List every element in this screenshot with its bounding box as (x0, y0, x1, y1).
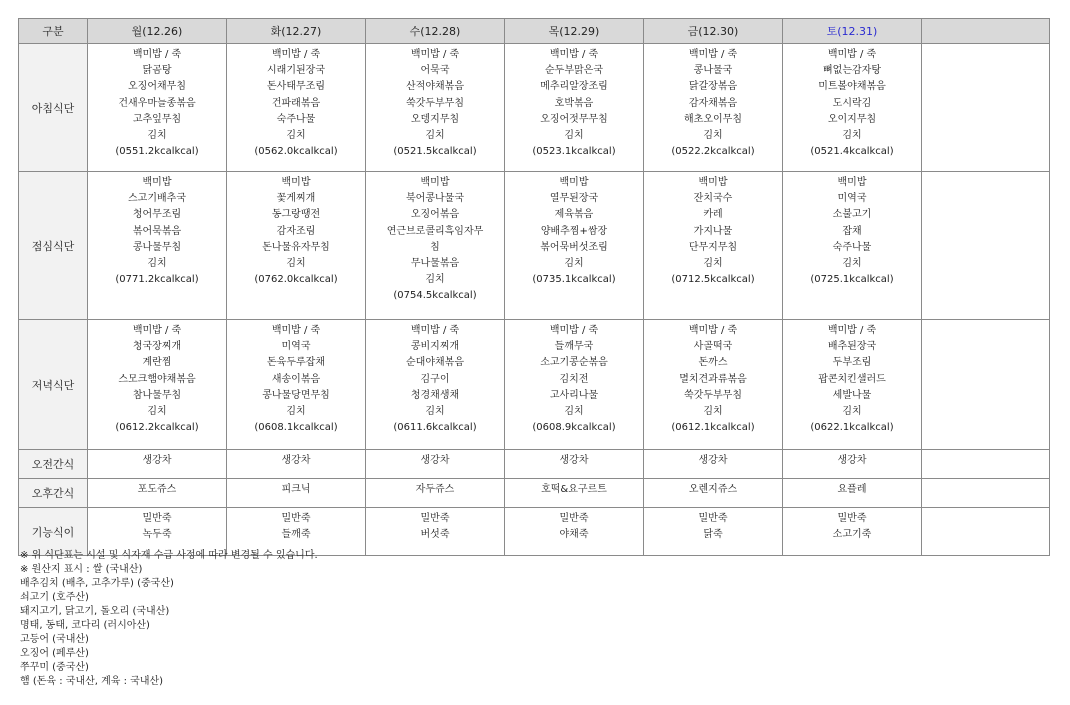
menu-item: 포도쥬스 (137, 484, 177, 495)
morning-snack-row (19, 450, 1050, 479)
menu-item: 밀반죽 (281, 513, 311, 524)
menu-cell-mon (88, 450, 227, 479)
category-header: 구분 (19, 19, 88, 44)
menu-cell-wed (366, 450, 505, 479)
day-header-wed: 수(12.28) (366, 19, 505, 44)
menu-item: 미트볼야채볶음 (818, 81, 886, 93)
menu-cell-fri (644, 508, 783, 556)
menu-item: 미역국 (837, 193, 867, 205)
menu-item: 백미밥 / 죽 (688, 325, 738, 336)
menu-item: 백미밥 / 죽 (549, 325, 599, 336)
menu-item: 양배추찜+쌈장 (540, 225, 608, 237)
note-line: 쇠고기 (호주산) (20, 592, 89, 603)
blank-cell (922, 320, 1050, 450)
menu-cell-tue (227, 44, 366, 172)
menu-cell-sat (783, 44, 922, 172)
menu-item: 팝콘치킨샐러드 (818, 373, 886, 385)
menu-item: 볶어묵볶음 (132, 225, 182, 237)
menu-item: 도시락김 (832, 97, 872, 109)
menu-item: 콩비지찌개 (410, 341, 460, 353)
menu-item: 소불고기 (832, 209, 872, 221)
menu-item: 돈육두루잡채 (267, 357, 325, 369)
menu-item: 피크닉 (281, 484, 311, 495)
menu-item: (0521.4kcalkcal) (810, 146, 894, 158)
menu-item: 김치 (564, 258, 584, 270)
day-header-thu: 목(12.29) (505, 19, 644, 44)
menu-item: 김치 (425, 406, 445, 418)
menu-cell-thu (505, 508, 644, 556)
menu-cell-thu (505, 172, 644, 320)
menu-item: 김치 (703, 406, 723, 418)
menu-item: (0608.9kcalkcal) (532, 422, 616, 434)
day-header-fri: 금(12.30) (644, 19, 783, 44)
menu-item: 김치 (564, 130, 584, 142)
notes-section (20, 549, 318, 689)
menu-item: 김치 (703, 258, 723, 270)
menu-cell-thu (505, 44, 644, 172)
menu-cell-tue (227, 172, 366, 320)
note-line: 햄 (돈육 : 국내산, 계육 : 국내산) (20, 676, 164, 687)
menu-item: 닭갈장볶음 (688, 81, 738, 93)
menu-item: 오징어채무침 (128, 81, 186, 93)
menu-item: 스고기배추국 (128, 193, 186, 205)
note-line: 고등어 (국내산) (20, 634, 89, 645)
menu-item: 밀반죽 (559, 513, 589, 524)
menu-item: 열무된장국 (549, 193, 599, 205)
menu-item: 김치 (564, 406, 584, 418)
menu-cell-tue (227, 450, 366, 479)
note-line: ※ 위 식단표는 시설 및 식자재 수급 사정에 따라 변경될 수 있습니다. (20, 550, 318, 561)
menu-item: 밀반죽 (837, 513, 867, 524)
menu-item: 김치 (842, 258, 862, 270)
menu-cell-thu (505, 479, 644, 508)
menu-item: 오뎅지무침 (410, 113, 460, 125)
menu-item: 들깨무국 (554, 341, 594, 353)
menu-item: 배추된장국 (827, 341, 877, 353)
menu-item: 오렌지쥬스 (688, 484, 738, 495)
menu-item: 연근브로콜리흑임자무 (386, 225, 484, 237)
menu-body (19, 44, 1050, 556)
menu-item: 녹두죽 (142, 529, 172, 541)
menu-item: 김치 (703, 130, 723, 142)
menu-cell-sat (783, 450, 922, 479)
menu-cell-fri (644, 479, 783, 508)
menu-item: 콩나물국 (693, 65, 733, 77)
menu-item: 김치 (425, 274, 445, 286)
menu-item: 백미밥 / 죽 (410, 325, 460, 336)
menu-cell-fri (644, 172, 783, 320)
menu-item: 오이지무침 (827, 113, 877, 125)
menu-cell-fri (644, 450, 783, 479)
menu-item: 오징어볶음 (410, 209, 460, 221)
menu-item: 백미밥 / 죽 (132, 49, 182, 60)
menu-item: 요플레 (837, 484, 867, 495)
menu-cell-sat (783, 479, 922, 508)
menu-item: 해초오이무침 (684, 113, 742, 125)
menu-item: 북어콩나물국 (406, 193, 464, 205)
menu-item: 침 (430, 241, 440, 253)
menu-item: 호박볶음 (554, 97, 594, 109)
menu-item: 백미밥 (142, 177, 172, 188)
row-label: 오전간식 (19, 450, 88, 479)
menu-item: 사골떡국 (693, 341, 733, 353)
menu-cell-fri (644, 44, 783, 172)
menu-item: 밀반죽 (698, 513, 728, 524)
menu-item: 백미밥 / 죽 (688, 49, 738, 60)
menu-item: 백미밥 (420, 177, 450, 188)
menu-item: 청경채생채 (410, 389, 460, 401)
note-line: 배추김치 (배추, 고추가루) (중국산) (20, 578, 174, 589)
menu-item: 김구이 (420, 373, 450, 385)
menu-item: 어묵국 (420, 65, 450, 77)
menu-item: 닭곰탕 (142, 65, 172, 77)
menu-item: 숙주나물 (832, 241, 872, 253)
menu-item: 김치 (147, 258, 167, 270)
menu-item: 백미밥 / 죽 (271, 49, 321, 60)
menu-item: (0612.1kcalkcal) (671, 422, 755, 434)
menu-item: 김치 (286, 258, 306, 270)
menu-item: 생강차 (142, 455, 172, 466)
menu-item: 단무지무침 (688, 241, 738, 253)
menu-cell-wed (366, 320, 505, 450)
day-header-mon: 월(12.26) (88, 19, 227, 44)
menu-item: 쑥갓두부무침 (684, 389, 742, 401)
menu-item: 밀반죽 (420, 513, 450, 524)
menu-item: 생강차 (281, 455, 311, 466)
menu-item: 콩나물당면무침 (262, 389, 330, 401)
lunch-row (19, 172, 1050, 320)
menu-item: 건파래볶음 (271, 97, 321, 109)
menu-item: (0608.1kcalkcal) (254, 422, 338, 434)
menu-item: 생강차 (698, 455, 728, 466)
menu-item: 호떡&요구르트 (541, 484, 607, 495)
menu-item: 밀반죽 (142, 513, 172, 524)
menu-item: (0735.1kcalkcal) (532, 274, 616, 286)
menu-item: 김치 (425, 130, 445, 142)
menu-item: 백미밥 / 죽 (271, 325, 321, 336)
menu-item: 백미밥 / 죽 (410, 49, 460, 60)
menu-cell-mon (88, 479, 227, 508)
menu-item: 청어무조림 (132, 209, 182, 221)
menu-item: 세발나물 (832, 389, 872, 401)
menu-cell-wed (366, 508, 505, 556)
menu-item: 김치 (842, 406, 862, 418)
day-header-tue: 화(12.27) (227, 19, 366, 44)
menu-item: 소고기콩순볶음 (540, 357, 608, 369)
menu-item: 청국장찌개 (132, 341, 182, 353)
menu-item: 소고기죽 (832, 529, 872, 541)
note-line: ※ 원산지 표시 : 쌀 (국내산) (20, 564, 143, 575)
menu-item: 생강차 (837, 455, 867, 466)
menu-item: 닭죽 (703, 529, 723, 541)
menu-item: 가지나물 (693, 225, 733, 237)
menu-item: 백미밥 (837, 177, 867, 188)
weekly-menu-table (18, 18, 1050, 556)
menu-item: 고추잎무침 (132, 113, 182, 125)
note-line: 돼지고기, 닭고기, 돌오리 (국내산) (20, 606, 170, 617)
menu-cell-sat (783, 508, 922, 556)
menu-cell-wed (366, 172, 505, 320)
menu-item: 버섯죽 (420, 529, 450, 541)
menu-item: 미역국 (281, 341, 311, 353)
afternoon-snack-row (19, 479, 1050, 508)
menu-item: 김치 (286, 130, 306, 142)
row-label: 오후간식 (19, 479, 88, 508)
menu-cell-tue (227, 320, 366, 450)
row-label: 기능식이 (19, 508, 88, 556)
menu-item: 김치전 (559, 373, 589, 385)
dinner-row (19, 320, 1050, 450)
note-line: 명태, 동태, 코다리 (러시아산) (20, 620, 150, 631)
menu-item: 감자조림 (276, 225, 316, 237)
menu-item: 백미밥 (559, 177, 589, 188)
menu-item: (0754.5kcalkcal) (393, 290, 477, 302)
row-label: 저녁식단 (19, 320, 88, 450)
menu-cell-tue (227, 479, 366, 508)
menu-item: 두부조림 (832, 357, 872, 369)
blank-cell (922, 479, 1050, 508)
row-label: 점심식단 (19, 172, 88, 320)
menu-item: 오징어젓무무침 (540, 113, 608, 125)
menu-item: 백미밥 / 죽 (827, 49, 877, 60)
menu-cell-wed (366, 479, 505, 508)
menu-item: 뼈없는감자탕 (823, 65, 881, 77)
note-line: 쭈꾸미 (중국산) (20, 662, 89, 673)
menu-cell-fri (644, 320, 783, 450)
menu-item: (0611.6kcalkcal) (393, 422, 477, 434)
menu-item: (0725.1kcalkcal) (810, 274, 894, 286)
blank-header (922, 19, 1050, 44)
menu-item: 김치 (286, 406, 306, 418)
header-row (19, 19, 1050, 44)
menu-item: (0562.0kcalkcal) (254, 146, 338, 158)
menu-item: 시래기된장국 (267, 65, 325, 77)
menu-item: 김치 (147, 406, 167, 418)
note-line: 오징어 (페루산) (20, 648, 89, 659)
menu-item: 감자채볶음 (688, 97, 738, 109)
menu-item: 들깨죽 (281, 529, 311, 541)
menu-item: 꽃게찌개 (276, 193, 316, 205)
blank-cell (922, 44, 1050, 172)
menu-item: 카레 (703, 209, 723, 221)
menu-item: 순대야채볶음 (406, 357, 464, 369)
menu-cell-mon (88, 44, 227, 172)
menu-item: 제육볶음 (554, 209, 594, 221)
menu-item: 김치 (147, 130, 167, 142)
menu-item: (0612.2kcalkcal) (115, 422, 199, 434)
menu-item: 잡채 (842, 225, 862, 237)
menu-item: 볶어묵버섯조림 (540, 241, 608, 253)
menu-item: 멸치견과류볶음 (679, 373, 747, 385)
menu-item: 계란찜 (142, 357, 172, 369)
menu-item: (0712.5kcalkcal) (671, 274, 755, 286)
menu-item: 쑥갓두부무침 (406, 97, 464, 109)
menu-cell-mon (88, 172, 227, 320)
menu-cell-sat (783, 320, 922, 450)
menu-item: 잔치국수 (693, 193, 733, 205)
blank-cell (922, 172, 1050, 320)
menu-item: 생강차 (559, 455, 589, 466)
menu-item: 돈사태무조림 (267, 81, 325, 93)
menu-item: 산적야채볶음 (406, 81, 464, 93)
row-label: 아침식단 (19, 44, 88, 172)
menu-item: (0551.2kcalkcal) (115, 146, 199, 158)
menu-item: (0523.1kcalkcal) (532, 146, 616, 158)
menu-item: 스모크햄야채볶음 (118, 373, 196, 385)
menu-item: 동그랑땡전 (271, 209, 321, 221)
menu-item: 건새우마늘종볶음 (118, 97, 196, 109)
menu-item: 야채죽 (559, 529, 589, 541)
menu-item: (0522.2kcalkcal) (671, 146, 755, 158)
menu-item: (0762.0kcalkcal) (254, 274, 338, 286)
menu-item: 고사리나물 (549, 389, 599, 401)
blank-cell (922, 450, 1050, 479)
menu-item: 콩나물무침 (132, 241, 182, 253)
day-header-sat: 토(12.31) (783, 19, 922, 44)
menu-item: 생강차 (420, 455, 450, 466)
breakfast-row (19, 44, 1050, 172)
menu-cell-mon (88, 320, 227, 450)
menu-item: 김치 (842, 130, 862, 142)
menu-item: 백미밥 (281, 177, 311, 188)
menu-item: 무나물볶음 (410, 258, 460, 270)
menu-item: 숙주나물 (276, 113, 316, 125)
menu-item: 백미밥 / 죽 (549, 49, 599, 60)
menu-cell-thu (505, 450, 644, 479)
menu-item: (0521.5kcalkcal) (393, 146, 477, 158)
blank-cell (922, 508, 1050, 556)
menu-item: (0622.1kcalkcal) (810, 422, 894, 434)
menu-cell-sat (783, 172, 922, 320)
menu-item: (0771.2kcalkcal) (115, 274, 199, 286)
menu-item: 백미밥 / 죽 (827, 325, 877, 336)
menu-cell-wed (366, 44, 505, 172)
menu-item: 순두부맑은국 (545, 65, 603, 77)
menu-cell-thu (505, 320, 644, 450)
menu-item: 자두쥬스 (415, 484, 455, 495)
menu-item: 돈나물유자무침 (262, 241, 330, 253)
menu-item: 돈까스 (698, 357, 728, 369)
menu-item: 백미밥 / 죽 (132, 325, 182, 336)
menu-item: 새송이볶음 (271, 373, 321, 385)
menu-item: 백미밥 (698, 177, 728, 188)
menu-item: 참나물무침 (132, 389, 182, 401)
menu-item: 메추리알장조림 (540, 81, 608, 93)
